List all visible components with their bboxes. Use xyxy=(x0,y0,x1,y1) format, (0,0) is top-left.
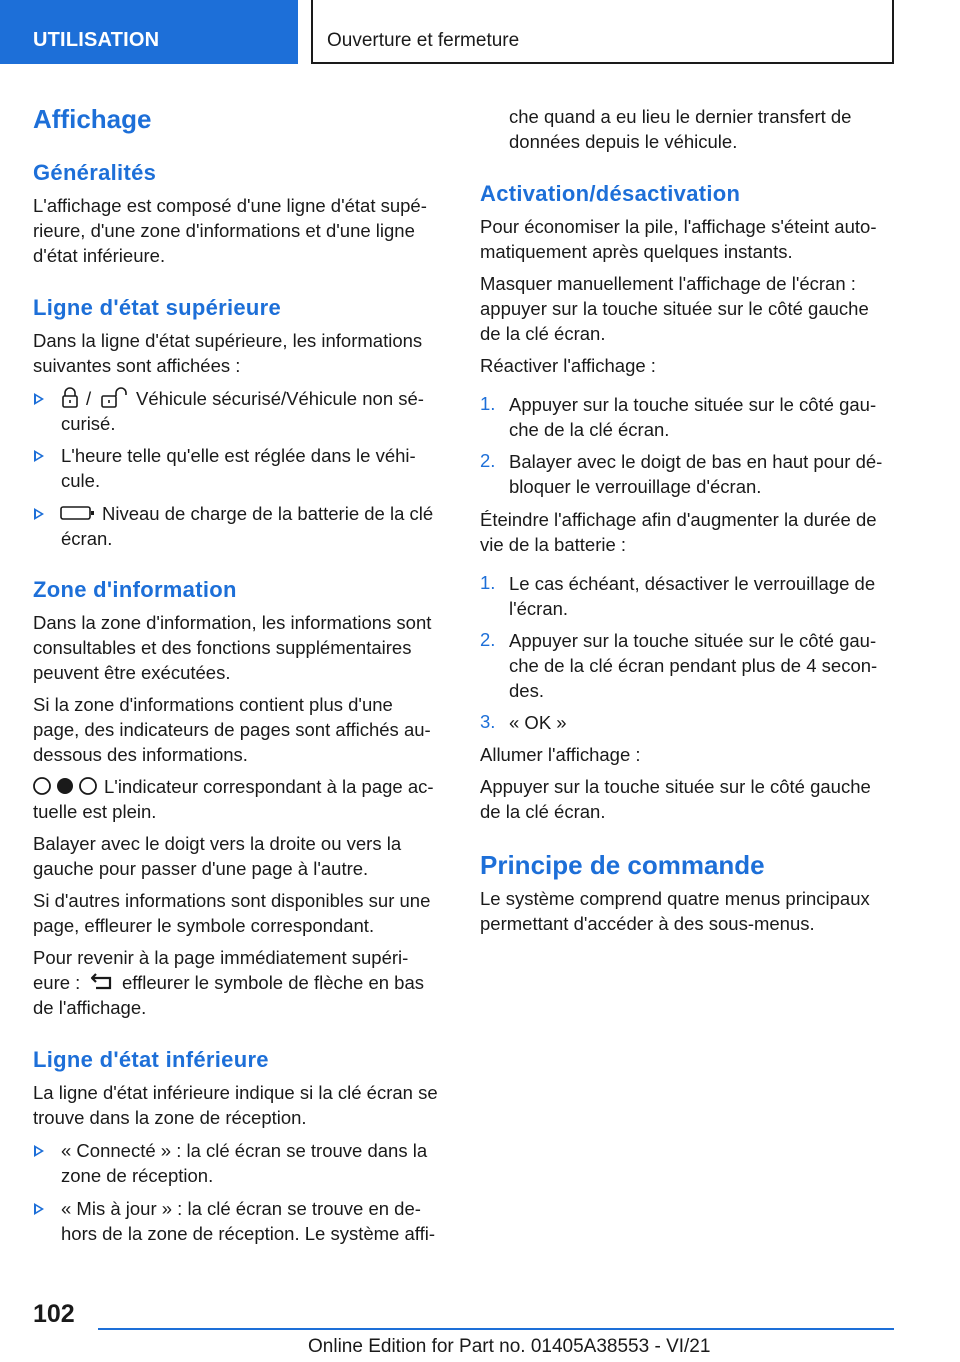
paragraph-line: d'état inférieure. xyxy=(33,245,166,266)
bullet-triangle-icon xyxy=(34,1145,44,1157)
section-tab xyxy=(0,0,298,64)
step-text: che de la clé écran pendant plus de 4 secon- xyxy=(509,655,878,676)
paragraph-line: matiquement après quelques instants. xyxy=(480,241,793,262)
paragraph-line: Appuyer sur la touche située sur le côté gauche xyxy=(480,776,871,797)
lock-open-icon xyxy=(100,387,128,409)
bullet-text: curisé. xyxy=(61,413,116,434)
paragraph-line: tuelle est plein. xyxy=(33,801,157,822)
step-text: l'écran. xyxy=(509,598,569,619)
step-number: 1. xyxy=(480,572,496,593)
paragraph-line: Pour économiser la pile, l'affichage s'éteint auto- xyxy=(480,216,877,237)
paragraph-line: peuvent être exécutées. xyxy=(33,662,231,683)
bullet-triangle-icon xyxy=(34,450,44,462)
paragraph-line: consultables et des fonctions supplémentaires xyxy=(33,637,412,658)
bullet-text: zone de réception. xyxy=(61,1165,214,1186)
paragraph-line: de l'affichage. xyxy=(33,997,147,1018)
slash-separator: / xyxy=(86,388,92,409)
step-number: 1. xyxy=(480,393,496,414)
paragraph-line: Si d'autres informations sont disponibles sur une xyxy=(33,890,431,911)
bullet-text: Véhicule sécurisé/Véhicule non sé- xyxy=(136,388,424,409)
paragraph-line: La ligne d'état inférieure indique si la clé écran se xyxy=(33,1082,438,1103)
step-number: 2. xyxy=(480,629,496,650)
bullet-triangle-icon xyxy=(34,393,44,405)
paragraph-line: Si la zone d'informations contient plus d'une xyxy=(33,694,393,715)
page-number: 102 xyxy=(33,1300,75,1328)
step-text: des. xyxy=(509,680,544,701)
bullet-text: écran. xyxy=(61,528,113,549)
bullet-text: Niveau de charge de la batterie de la clé xyxy=(102,503,434,524)
step-text: Le cas échéant, désactiver le verrouillage de xyxy=(509,573,876,594)
paragraph-line: rieure, d'une zone d'informations et d'une ligne xyxy=(33,220,415,241)
paragraph-line: de la clé écran. xyxy=(480,323,606,344)
paragraph-line: Dans la zone d'information, les informations sont xyxy=(33,612,432,633)
heading-ligne-sup: Ligne d'état supérieure xyxy=(33,295,282,320)
footer-divider xyxy=(98,1328,894,1330)
back-arrow-icon xyxy=(90,972,114,992)
paragraph-line: permettant d'accéder à des sous-menus. xyxy=(480,913,815,934)
bullet-text: « Mis à jour » : la clé écran se trouve en de- xyxy=(61,1198,421,1219)
paragraph-line: eure : xyxy=(33,972,81,993)
step-text: bloquer le verrouillage d'écran. xyxy=(509,476,762,497)
step-text: « OK » xyxy=(509,712,567,733)
paragraph-line: che quand a eu lieu le dernier transfert de xyxy=(509,106,852,127)
page-title: Affichage xyxy=(33,104,152,134)
paragraph-line: Balayer avec le doigt vers la droite ou vers la xyxy=(33,833,402,854)
bullet-triangle-icon xyxy=(34,1203,44,1215)
paragraph-line: appuyer sur la touche située sur le côté gauche xyxy=(480,298,869,319)
step-text: che de la clé écran. xyxy=(509,419,670,440)
paragraph-line: de la clé écran. xyxy=(480,801,606,822)
paragraph-line: Pour revenir à la page immédiatement supéri- xyxy=(33,947,409,968)
step-text: Balayer avec le doigt de bas en haut pour dé- xyxy=(509,451,883,472)
paragraph-line: trouve dans la zone de réception. xyxy=(33,1107,307,1128)
step-text: Appuyer sur la touche située sur le côté gau- xyxy=(509,630,877,651)
heading-principe: Principe de commande xyxy=(480,850,765,880)
paragraph-line: Le système comprend quatre menus principaux xyxy=(480,888,870,909)
paragraph-line: Masquer manuellement l'affichage de l'écran : xyxy=(480,273,856,294)
paragraph-line: page, des indicateurs de pages sont affichés au- xyxy=(33,719,431,740)
bullet-triangle-icon xyxy=(34,508,44,520)
chapter-tab xyxy=(311,0,894,64)
paragraph-line: vie de la batterie : xyxy=(480,534,627,555)
page-indicator-icon xyxy=(33,776,99,796)
chapter-title: Ouverture et fermeture xyxy=(327,30,520,51)
bullet-text: hors de la zone de réception. Le système affi- xyxy=(61,1223,435,1244)
paragraph-line: Éteindre l'affichage afin d'augmenter la durée de xyxy=(480,509,877,530)
bullet-text: L'heure telle qu'elle est réglée dans le véhi- xyxy=(61,445,416,466)
step-number: 3. xyxy=(480,711,496,732)
paragraph-line: gauche pour passer d'une page à l'autre. xyxy=(33,858,369,879)
heading-ligne-inf: Ligne d'état inférieure xyxy=(33,1047,269,1072)
paragraph-line: suivantes sont affichées : xyxy=(33,355,241,376)
paragraph-line: L'affichage est composé d'une ligne d'état supé- xyxy=(33,195,427,216)
paragraph-line: Dans la ligne d'état supérieure, les informations xyxy=(33,330,423,351)
heading-generalites: Généralités xyxy=(33,160,157,185)
step-number: 2. xyxy=(480,450,496,471)
heading-zone-info: Zone d'information xyxy=(33,577,237,602)
lock-closed-icon xyxy=(60,387,80,409)
paragraph-line: données depuis le véhicule. xyxy=(509,131,738,152)
paragraph-line: page, effleurer le symbole correspondant. xyxy=(33,915,375,936)
paragraph-line: dessous des informations. xyxy=(33,744,248,765)
paragraph-line: Réactiver l'affichage : xyxy=(480,355,656,376)
heading-activation: Activation/désactivation xyxy=(480,181,741,206)
battery-icon xyxy=(60,504,96,522)
bullet-text: cule. xyxy=(61,470,101,491)
edition-text: Online Edition for Part no. 01405A38553 - VI/21 xyxy=(308,1336,711,1357)
bullet-text: « Connecté » : la clé écran se trouve dans la xyxy=(61,1140,428,1161)
step-text: Appuyer sur la touche située sur le côté gau- xyxy=(509,394,877,415)
paragraph-line: Allumer l'affichage : xyxy=(480,744,641,765)
paragraph-line: L'indicateur correspondant à la page ac- xyxy=(104,776,434,797)
section-title: UTILISATION xyxy=(33,29,160,51)
paragraph-line: effleurer le symbole de flèche en bas xyxy=(122,972,425,993)
